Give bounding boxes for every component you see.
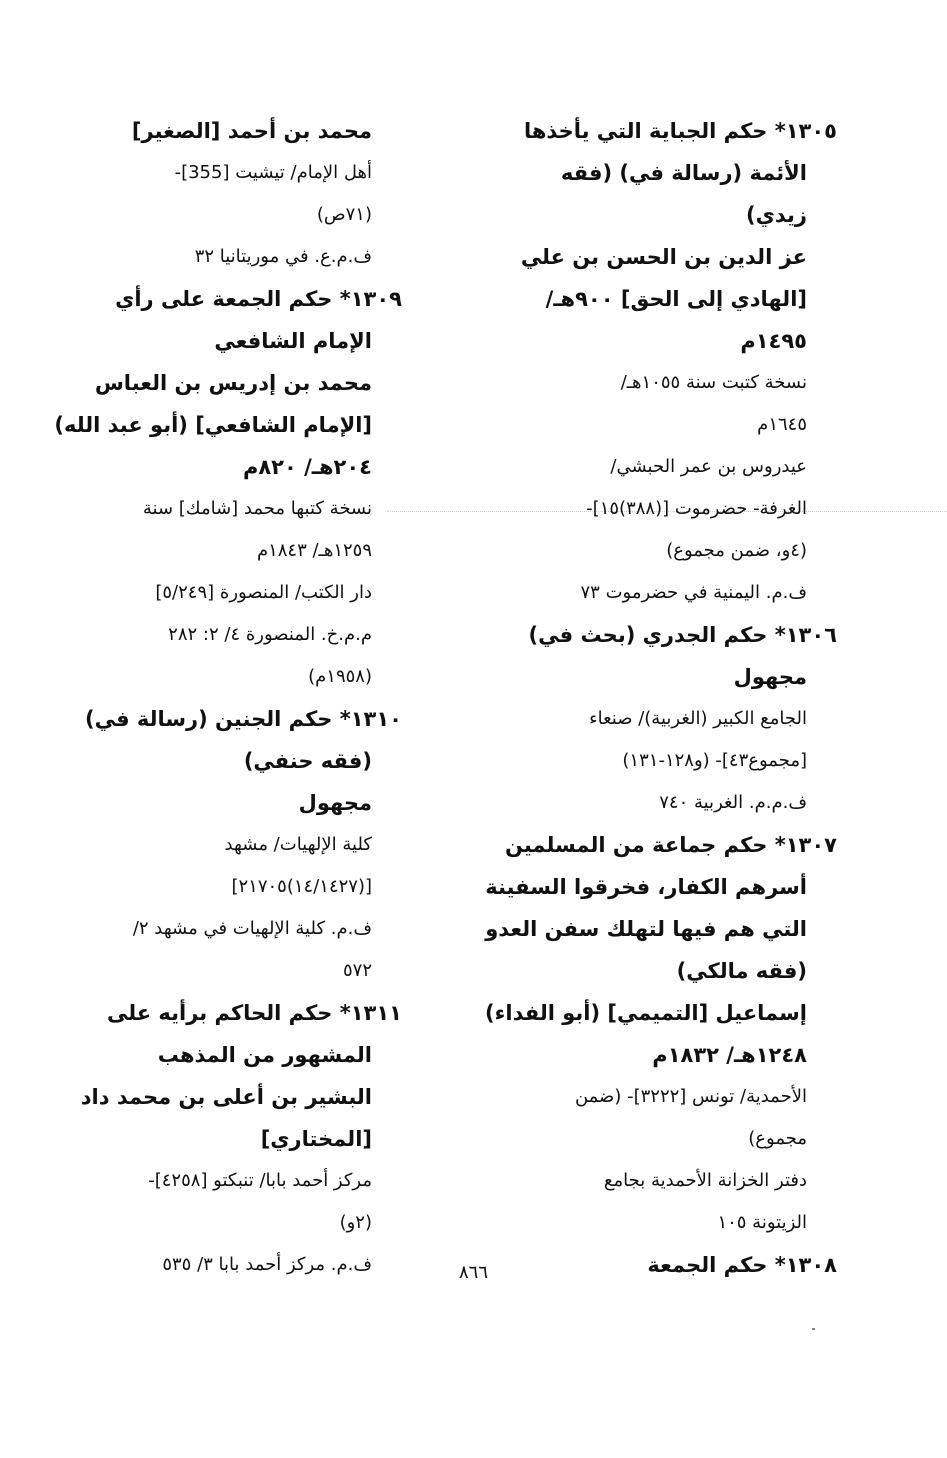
author-line: مجهول [733, 665, 807, 689]
detail-line: م.م.خ. المنصورة ٤/ ٢: ٢٨٢ [168, 624, 372, 645]
detail-line: ف.م. كلية الإلهيات في مشهد ٢/ [132, 918, 372, 939]
author-line: محمد بن أحمد [الصغير] [131, 119, 372, 143]
scan-dot [812, 1328, 815, 1330]
entry-title-line: ١٣٠٧* حكم جماعة من المسلمين [504, 833, 837, 857]
author-line: إسماعيل [التميمي] (أبو الفداء) [485, 1001, 807, 1025]
page-number: ٨٦٦ [458, 1262, 488, 1283]
author-line: [الإمام الشافعي] (أبو عبد الله) [54, 413, 372, 437]
entry-title-line: التي هم فيها لتهلك سفن العدو [485, 917, 807, 941]
author-line: مجهول [298, 791, 372, 815]
entry-title-line: ١٣٠٨* حكم الجمعة [647, 1253, 837, 1277]
entry-title-line: ١٣١٠* حكم الجنين (رسالة في) [84, 707, 402, 731]
author-line: ١٢٤٨هـ/ ١٨٣٢م [652, 1043, 807, 1067]
detail-line: [مجموع٤٣]- (و١٢٨-١٣١) [622, 750, 807, 771]
entry-title-line: الإمام الشافعي [214, 329, 372, 353]
entry-title-line: أسرهم الكفار، فخرقوا السفينة [485, 875, 807, 899]
detail-line: (٧١ص) [316, 204, 372, 225]
detail-line: ف.م.ع. في موريتانيا ٣٢ [194, 246, 372, 267]
detail-line: دار الكتب/ المنصورة [٥/٢٤٩] [155, 582, 372, 603]
detail-line: كلية الإلهيات/ مشهد [224, 834, 372, 855]
detail-line: ٥٧٢ [342, 960, 372, 981]
detail-line: ف.م. اليمنية في حضرموت ٧٣ [580, 582, 807, 603]
detail-line: نسخة كتبها محمد [شامك] سنة [142, 498, 372, 519]
right-column [485, 110, 837, 1286]
author-line: محمد بن إدريس بن العباس [94, 371, 372, 395]
entry-title-line: ١٣٠٦* حكم الجدري (بحث في) [528, 623, 837, 647]
detail-line: عيدروس بن عمر الحبشي/ [610, 456, 807, 477]
entry-title-line: ١٣١١* حكم الحاكم برأيه على [106, 1001, 402, 1025]
detail-line: مجموع) [748, 1128, 807, 1149]
detail-line: ف.م.م. الغربية ٧٤٠ [659, 792, 807, 813]
detail-line: الغرفة- حضرموت [(٣٨٨)١٥]- [586, 498, 807, 519]
detail-line: ف.م. مركز أحمد بابا ٣/ ٥٣٥ [162, 1254, 372, 1275]
entry-title-line: المشهور من المذهب [157, 1043, 372, 1067]
author-line: عز الدين بن الحسن بن علي [520, 245, 807, 269]
author-line: البشير بن أعلى بن محمد داد [80, 1085, 372, 1109]
detail-line: الزيتونة ١٠٥ [717, 1212, 807, 1233]
author-line: [الهادي إلى الحق] ٩٠٠هـ/ [545, 287, 807, 311]
detail-line: نسخة كتبت سنة ١٠٥٥هـ/ [620, 372, 807, 393]
author-line: [المختاري] [260, 1127, 372, 1151]
left-column [54, 110, 402, 1286]
entry-title-line: زيدي) [746, 203, 807, 227]
detail-line: الجامع الكبير (الغربية)/ صنعاء [589, 708, 807, 729]
entry-title-line: (فقه حنفي) [243, 749, 372, 773]
detail-line: مركز أحمد بابا/ تنبكتو [٤٢٥٨]- [148, 1170, 372, 1191]
detail-line: دفتر الخزانة الأحمدية بجامع [603, 1170, 807, 1191]
author-line: ١٤٩٥م [740, 329, 807, 353]
detail-line: ١٢٥٩هـ/ ١٨٤٣م [256, 540, 372, 561]
entry-title-line: ١٣٠٩* حكم الجمعة على رأي [115, 287, 402, 311]
entry-title-line: ١٣٠٥* حكم الجباية التي يأخذها [523, 119, 837, 143]
detail-line: ١٦٤٥م [757, 414, 807, 435]
detail-line: (٤و، ضمن مجموع) [666, 540, 807, 561]
detail-line: الأحمدية/ تونس [٣٢٢٢]- (ضمن [574, 1086, 807, 1107]
detail-line: (٢و) [339, 1212, 372, 1233]
author-line: ٢٠٤هـ/ ٨٢٠م [242, 455, 372, 479]
detail-line: [(١٤/١٤٢٧)٢١٧٠٥] [231, 876, 372, 897]
detail-line: (١٩٥٨م) [308, 666, 372, 687]
entry-title-line: (فقه مالكي) [676, 959, 807, 983]
detail-line: أهل الإمام/ تيشيت [355]- [174, 162, 372, 183]
entry-title-line: الأئمة (رسالة في) (فقه [560, 161, 807, 185]
